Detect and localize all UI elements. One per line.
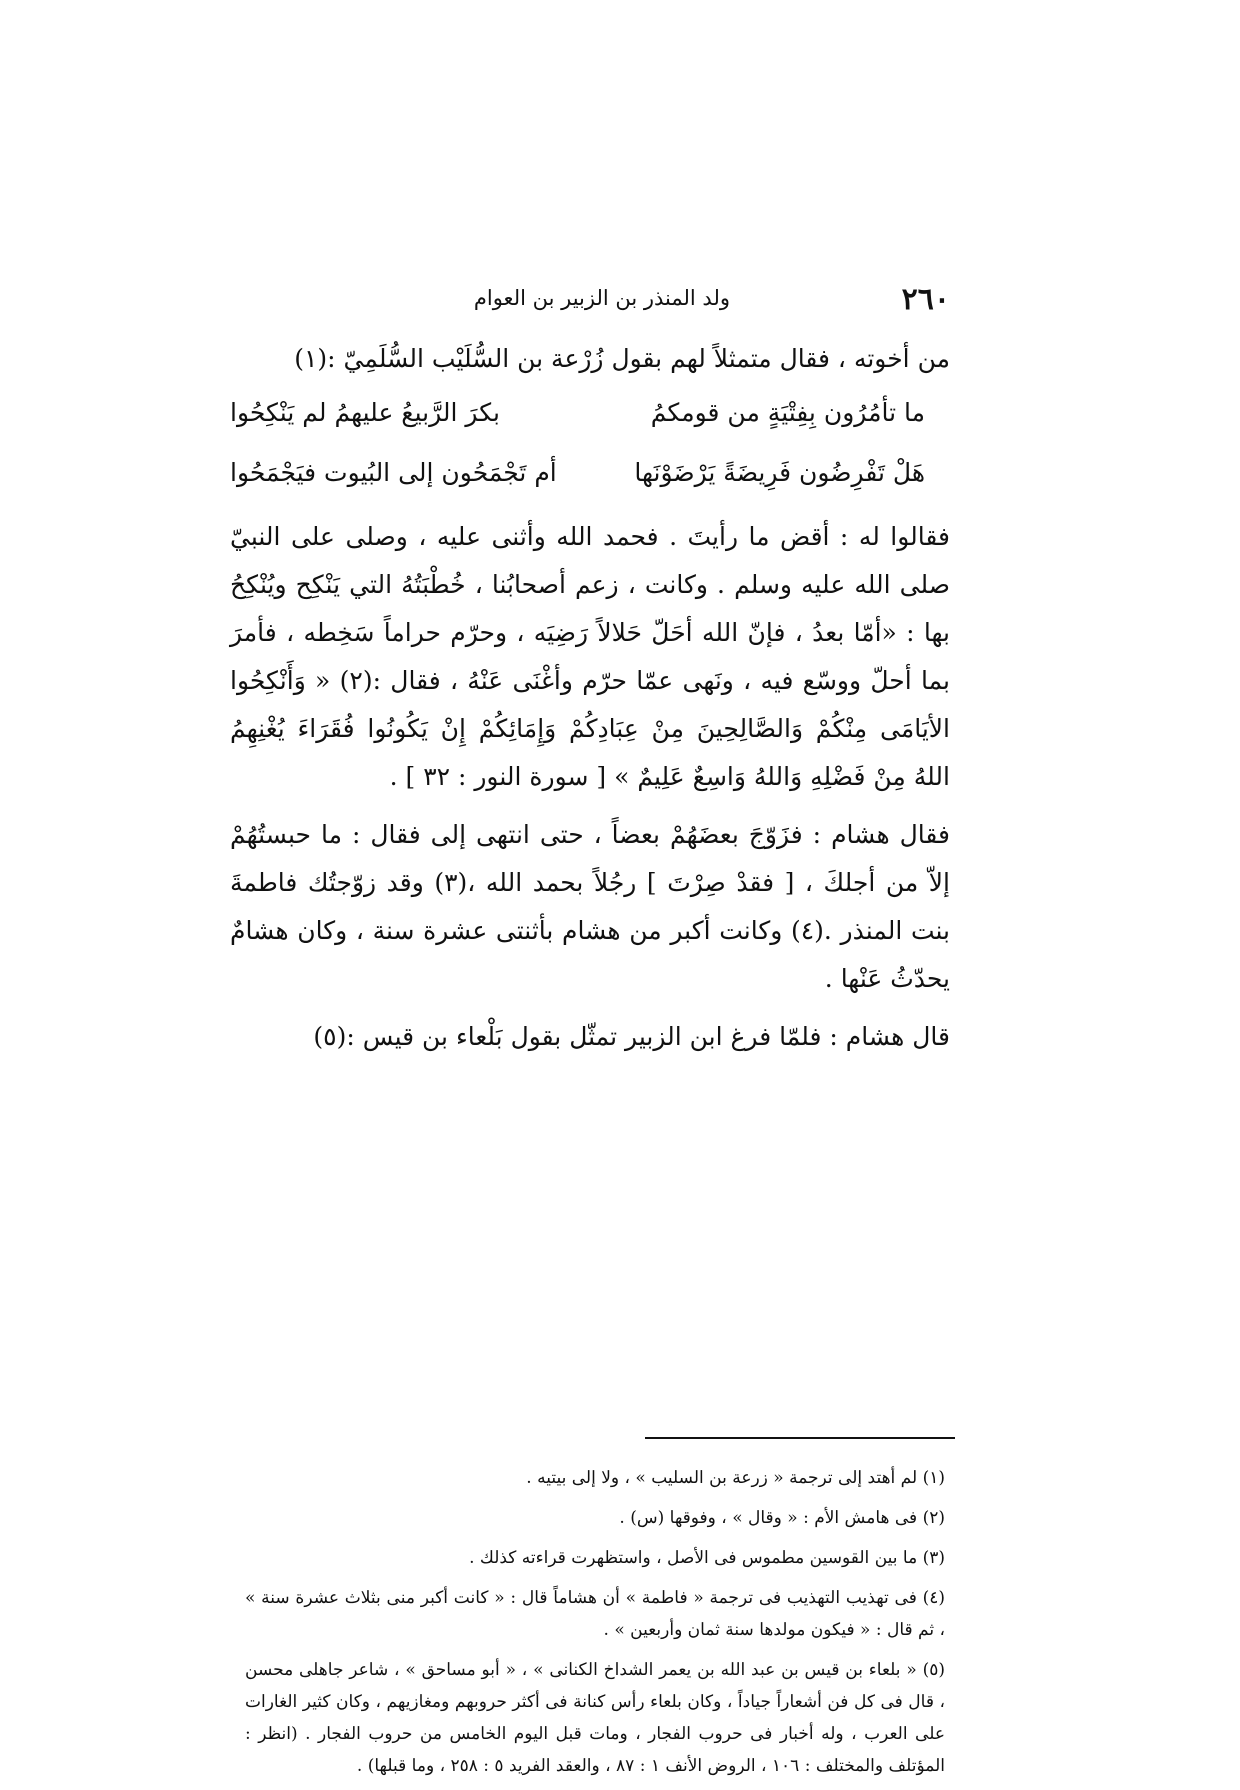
footnote: (٥) « بلعاء بن قيس بن عبد الله بن يعمر الشداخ الكنانى » ، « أبو مساحق » ، شاعر جاهلى محسن ، قال فى كل فن أشعاراً جياداً ، وكان بلعاء رأس كنانة فى أكثر حروبهم ومغازيهم ، وكان كثير الغارات على العرب ، وله أخبار فى حروب الفجار ، ومات قبل اليوم الخامس من حروب الفجار . (انظر : المؤتلف والمختلف : ١٠٦ ، الروض الأنف ١ : ٨٧ ، والعقد الفريد ٥ : ٢٥٨ ، وما قبلها) .: [245, 1660, 945, 1776]
verse-line-2: [230, 443, 950, 503]
verse-2-second-hemistich: أم تَجْمَحُون إلى البُيوت فيَجْمَحُوا: [230, 458, 557, 487]
verse-line-1: [230, 383, 950, 443]
paragraph-sermon: فقالوا له : أقض ما رأيتَ . فحمد الله وأثنى عليه ، وصلى على النبيّ صلى الله عليه وسلم . وكانت ، زعم أصحابُنا ، خُطْبَتُهُ التي يَنْكِح ويُنْكِحُ بها : «أمّا بعدُ ، فإنّ الله أحَلّ حَلالاً رَضِيَه ، وحرّم حراماً سَخِطه ، فأمرَ بما أحلّ ووسّع فيه ، ونَهى عمّا حرّم وأغْنَى عَنْهُ ، فقال :(٢) « وَأَنْكِحُوا الأيَامَى مِنْكُمْ وَالصَّالِحِينَ مِنْ عِبَادِكُمْ وَإِمَائِكُمْ إِنْ يَكُونُوا فُقَرَاءَ يُغْنِهِمُ اللهُ مِنْ فَضْلِهِ وَاللهُ وَاسِعٌ عَلِيمٌ » [ سورة النور : ٣٢ ] .: [230, 522, 951, 791]
footnote: (٤) فى تهذيب التهذيب فى ترجمة « فاطمة » أن هشاماً قال : « كانت أكبر منى بثلاث عشرة سنة » ، ثم قال : « فيكون مولدها سنة ثمان وأربعين » .: [245, 1588, 945, 1640]
verse-1-second-hemistich: بكرَ الرَّبيعُ عليهمُ لم يَنْكِحُوا: [230, 398, 500, 427]
intro-line: من أخوته ، فقال متمثلاً لهم بقول زُرْعة بن السُّلَيْب السُّلَمِيّ :(١): [294, 344, 950, 373]
main-text: [230, 335, 950, 1061]
footnote: (١) لم أهتد إلى ترجمة « زرعة بن السليب » ، ولا إلى بيتيه .: [526, 1468, 945, 1488]
running-title: ولد المنذر بن الزبير بن العوام: [473, 286, 730, 310]
footnotes: [245, 1462, 945, 1790]
footnote: (٢) فى هامش الأم : « وقال » ، وفوقها (س) .: [619, 1508, 945, 1528]
paragraph-hisham: فقال هشام : فزَوّجَ بعضَهُمْ بعضاً ، حتى انتهى إلى فقال : ما حبستُهُمْ إلاّ من أجلكَ ، [ فقدْ صِرْتَ ] رجُلاً بحمد الله ،(٣) وقد زوّجتُك فاطمةَ بنت المنذر .(٤) وكانت أكبر من هشام بأثنتى عشرة سنة ، وكان هشامٌ يحدّثُ عَنْها .: [230, 820, 951, 993]
paragraph-closing: قال هشام : فلمّا فرغ ابن الزبير تمثّل بقول بَلْعاء بن قيس :(٥): [313, 1022, 950, 1051]
verse-1-first-hemistich: ما تأمُرُون بِفِتْيَةٍ من قومكمُ: [650, 398, 925, 427]
footnote-divider: [645, 1437, 955, 1439]
page-header: [470, 282, 950, 322]
footnote: (٣) ما بين القوسين مطموس فى الأصل ، واستظهرت قراءته كذلك .: [469, 1548, 945, 1568]
verse-2-first-hemistich: هَلْ تَفْرِضُون فَرِيضَةً يَرْضَوْنَها: [634, 458, 925, 487]
page-number: ٢٦٠: [901, 282, 950, 317]
